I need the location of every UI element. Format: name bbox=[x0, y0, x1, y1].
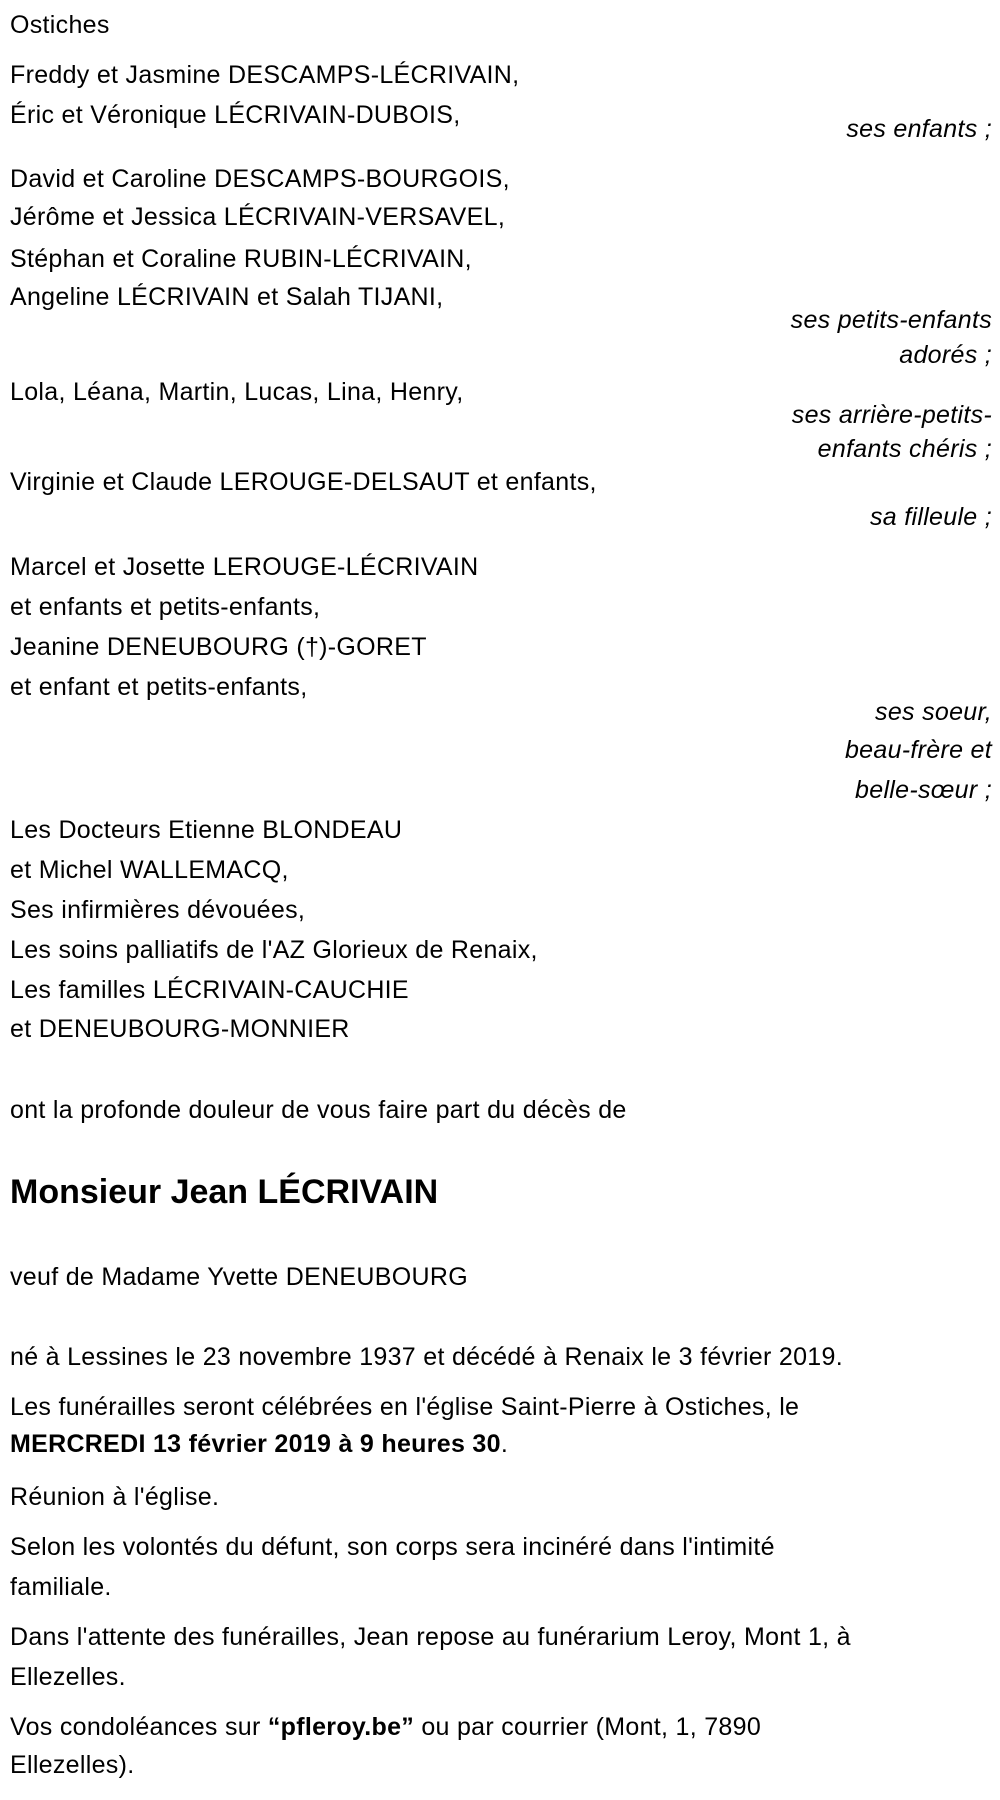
family-line: Ses infirmières dévouées, bbox=[10, 896, 306, 924]
family-line: Marcel et Josette LEROUGE-LÉCRIVAIN bbox=[10, 553, 479, 581]
condolences-suffix: ou par courrier (Mont, 1, 7890 bbox=[414, 1713, 762, 1741]
family-line: et enfants et petits-enfants, bbox=[10, 593, 321, 621]
relation-label-great-grandchildren: enfants chéris ; bbox=[817, 435, 992, 463]
condolences-prefix: Vos condoléances sur bbox=[10, 1713, 268, 1741]
relation-label-grandchildren: adorés ; bbox=[899, 341, 992, 369]
relation-label-great-grandchildren: ses arrière-petits- bbox=[791, 401, 992, 429]
cremation-text: Selon les volontés du défunt, son corps sera incinéré dans l'intimité bbox=[10, 1533, 775, 1561]
funeral-date: MERCREDI 13 février 2019 à 9 heures 30 bbox=[10, 1430, 501, 1458]
funeral-date-line bbox=[10, 1424, 508, 1464]
family-line: et Michel WALLEMACQ, bbox=[10, 856, 289, 884]
condolences-text: Ellezelles). bbox=[10, 1751, 135, 1779]
deceased-name: Monsieur Jean LÉCRIVAIN bbox=[10, 1173, 439, 1211]
family-line: et DENEUBOURG-MONNIER bbox=[10, 1015, 350, 1043]
family-line: Virginie et Claude LEROUGE-DELSAUT et enfants, bbox=[10, 468, 597, 496]
relation-label-siblings: ses soeur, bbox=[875, 698, 992, 726]
family-line: Les soins palliatifs de l'AZ Glorieux de Renaix, bbox=[10, 936, 538, 964]
family-line: Jérôme et Jessica LÉCRIVAIN-VERSAVEL, bbox=[10, 203, 506, 231]
relation-label-goddaughter: sa filleule ; bbox=[869, 503, 992, 531]
relation-label-siblings: beau-frère et bbox=[844, 736, 992, 764]
family-line: Jeanine DENEUBOURG (†)-GORET bbox=[10, 633, 427, 661]
family-line: Angeline LÉCRIVAIN et Salah TIJANI, bbox=[10, 283, 444, 311]
relation-label-grandchildren: ses petits-enfants bbox=[790, 306, 992, 334]
cremation-text: familiale. bbox=[10, 1573, 112, 1601]
birth-death-text: né à Lessines le 23 novembre 1937 et décédé à Renaix le 3 février 2019. bbox=[10, 1343, 843, 1371]
condolences-link[interactable]: “pfleroy.be” bbox=[267, 1713, 415, 1741]
announcement-text: ont la profonde douleur de vous faire part du décès de bbox=[10, 1096, 627, 1124]
family-line: David et Caroline DESCAMPS-BOURGOIS, bbox=[10, 165, 510, 193]
family-line: Lola, Léana, Martin, Lucas, Lina, Henry, bbox=[10, 378, 464, 406]
family-line: Éric et Véronique LÉCRIVAIN-DUBOIS, bbox=[10, 101, 461, 129]
funeral-date-suffix: . bbox=[500, 1430, 509, 1458]
relation-label-siblings: belle-sœur ; bbox=[855, 776, 992, 804]
relation-label-children: ses enfants ; bbox=[846, 115, 992, 143]
family-line: Freddy et Jasmine DESCAMPS-LÉCRIVAIN, bbox=[10, 61, 520, 89]
rest-text: Dans l'attente des funérailles, Jean repose au funérarium Leroy, Mont 1, à bbox=[10, 1623, 851, 1651]
town-heading: Ostiches bbox=[10, 11, 110, 39]
family-line: Les familles LÉCRIVAIN-CAUCHIE bbox=[10, 976, 409, 1004]
rest-text: Ellezelles. bbox=[10, 1663, 126, 1691]
family-line: Les Docteurs Etienne BLONDEAU bbox=[10, 816, 403, 844]
condolences-line bbox=[10, 1707, 761, 1747]
family-line: Stéphan et Coraline RUBIN-LÉCRIVAIN, bbox=[10, 245, 472, 273]
meeting-text: Réunion à l'église. bbox=[10, 1483, 220, 1511]
family-line: et enfant et petits-enfants, bbox=[10, 673, 308, 701]
widower-text: veuf de Madame Yvette DENEUBOURG bbox=[10, 1263, 468, 1291]
funeral-text: Les funérailles seront célébrées en l'église Saint-Pierre à Ostiches, le bbox=[10, 1393, 800, 1421]
